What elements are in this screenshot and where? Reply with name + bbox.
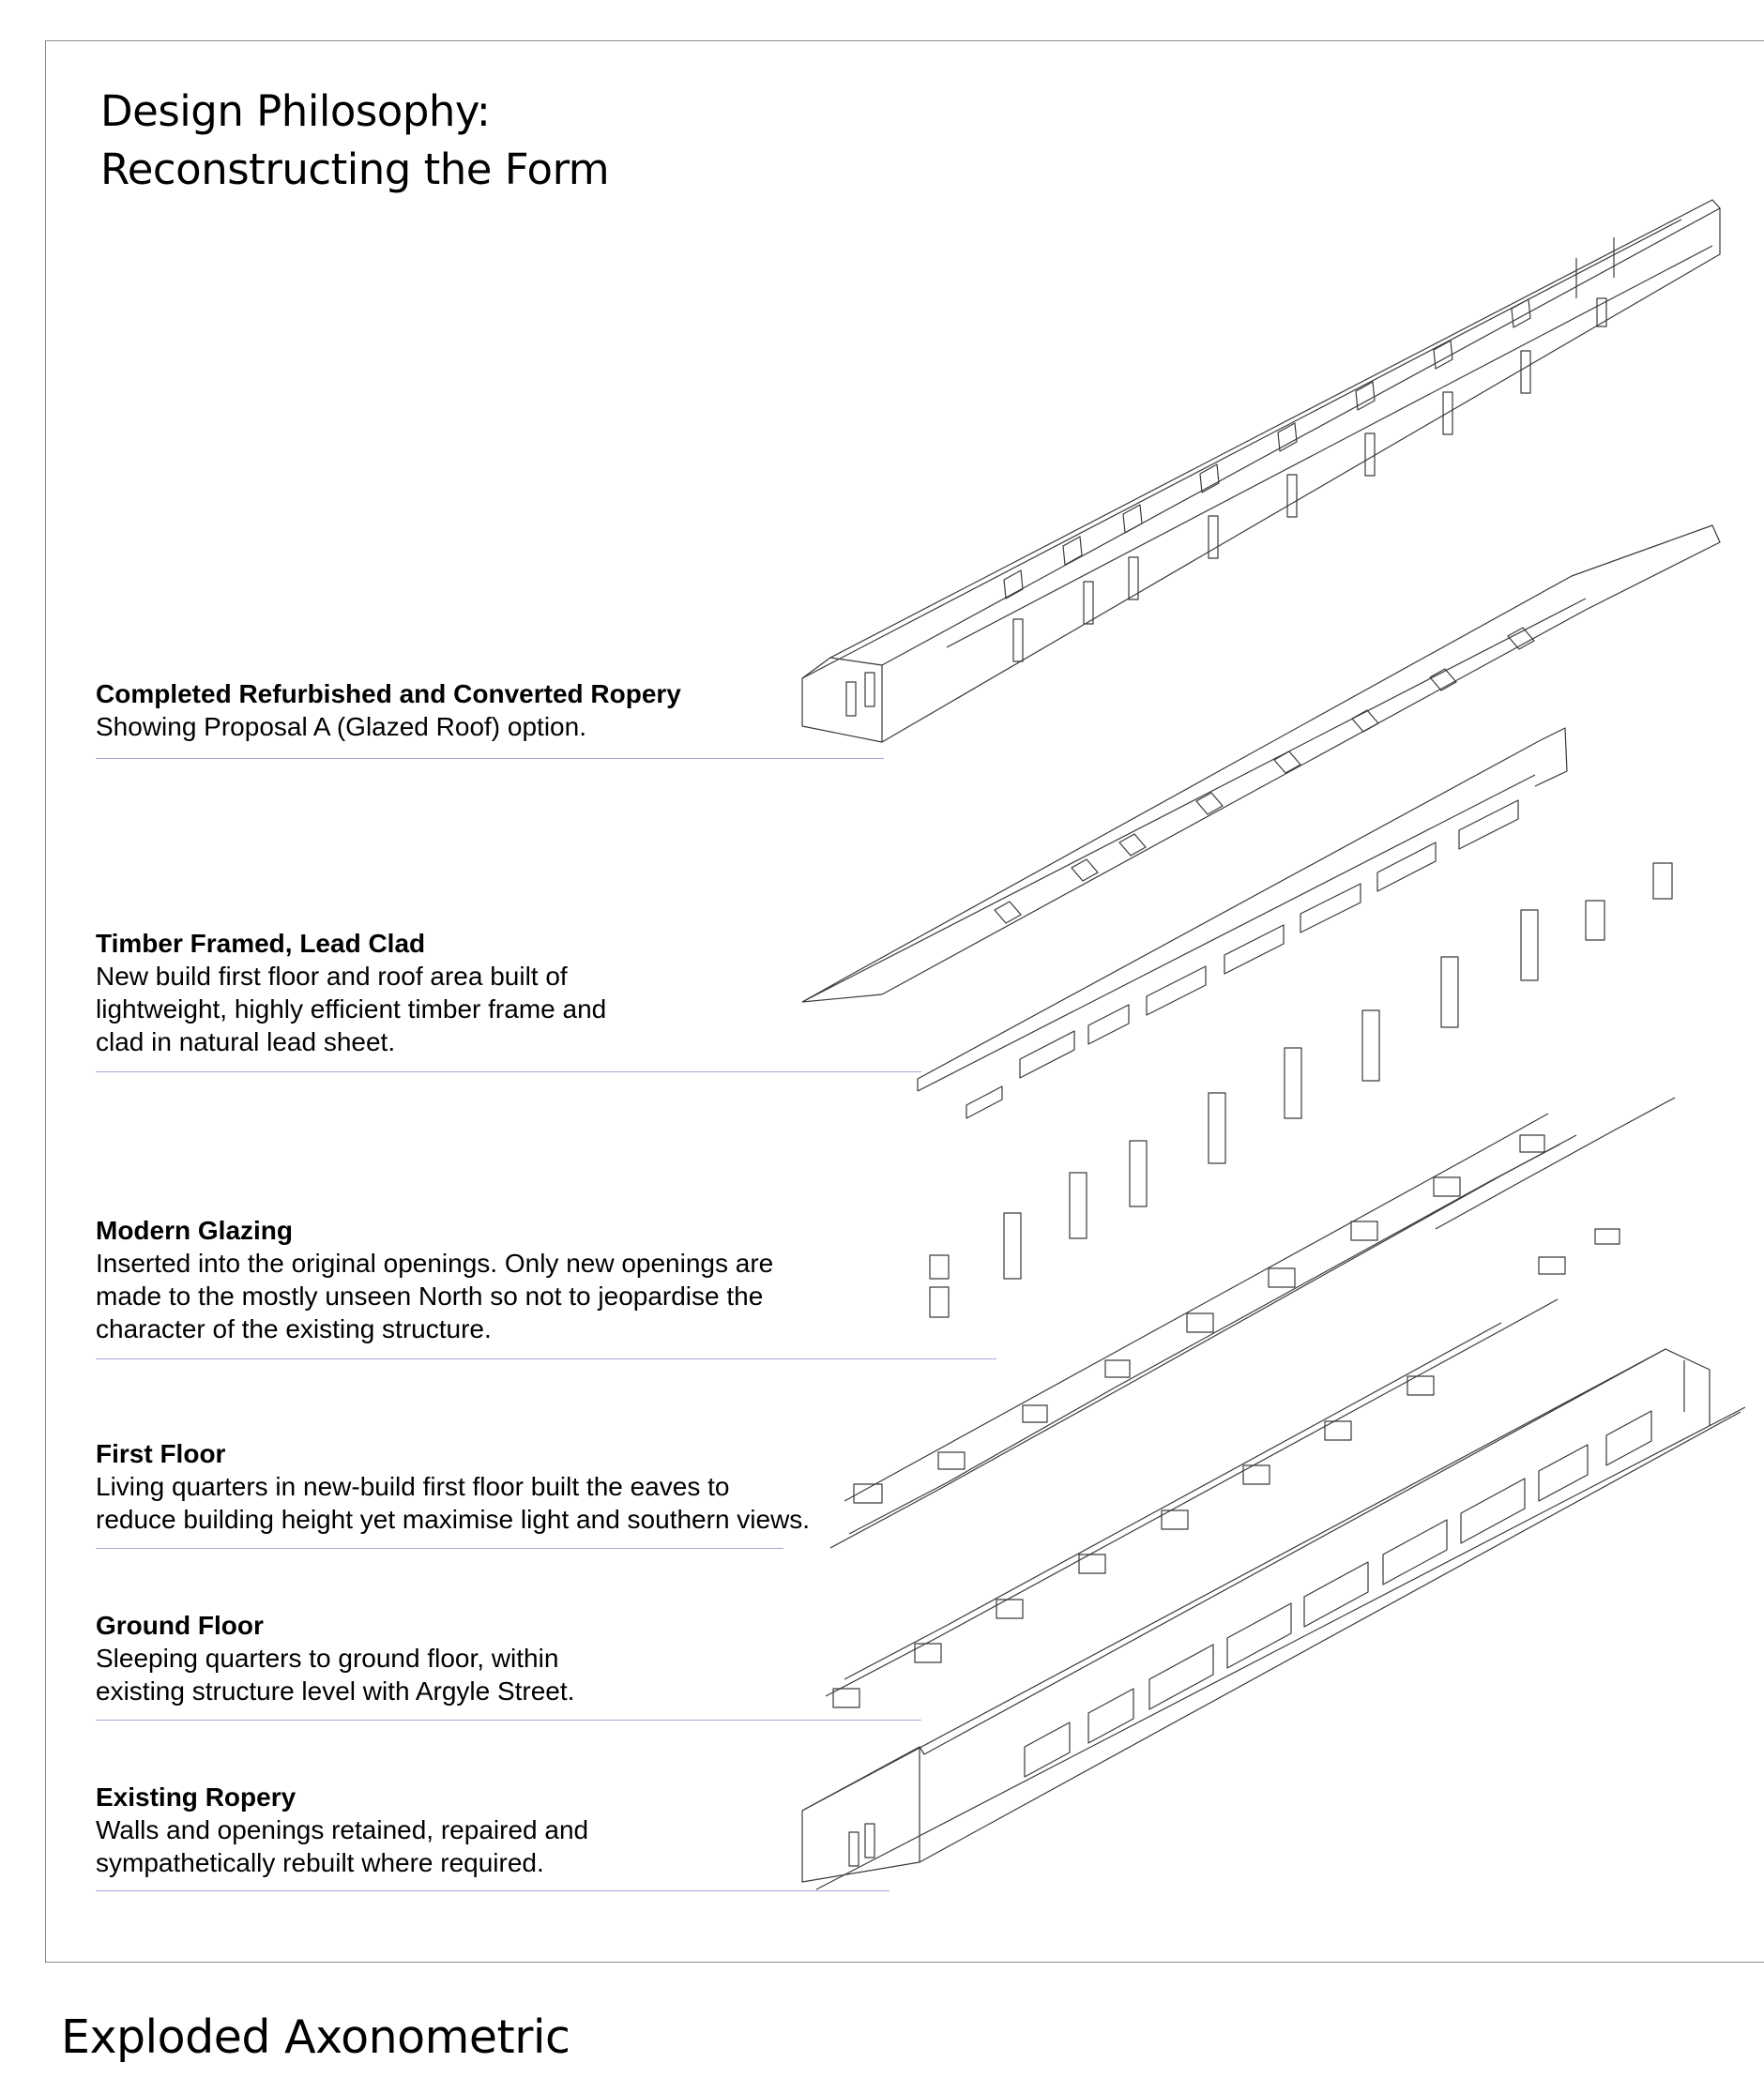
caption-text-line: made to the mostly unseen North so not to jeopardise the (96, 1282, 764, 1311)
caption-text-line: New build first floor and roof area built of (96, 962, 568, 991)
lead-clad-wall-model (918, 728, 1567, 1118)
roof-skylight (995, 628, 1534, 923)
existing-ropery-model (802, 1349, 1745, 1889)
caption-text-line: Showing Proposal A (Glazed Roof) option. (96, 712, 586, 741)
caption-text-line: existing structure level with Argyle Street. (96, 1676, 575, 1706)
page-title-line-1: Design Philosophy: (100, 86, 491, 136)
existing-window (849, 1824, 874, 1866)
caption-text-line: sympathetically rebuilt where required. (96, 1848, 544, 1877)
page-title-line-2: Reconstructing the Form (100, 144, 610, 194)
caption-title: Modern Glazing (96, 1216, 293, 1245)
caption-text-line: reduce building height yet maximise light and southern views. (96, 1505, 811, 1534)
timber-roof-model (802, 525, 1720, 1002)
caption-title: Ground Floor (96, 1611, 264, 1640)
caption-title: Timber Framed, Lead Clad (96, 929, 426, 958)
ground-floor-plan (826, 1299, 1558, 1707)
caption-text-line: character of the existing structure. (96, 1314, 492, 1343)
caption-text-line: clad in natural lead sheet. (96, 1027, 396, 1056)
caption-title: Completed Refurbished and Converted Ropery (96, 679, 681, 708)
caption-text-line: Walls and openings retained, repaired and (96, 1815, 589, 1844)
floor-room-block (833, 1376, 1434, 1707)
wall-panel (966, 800, 1518, 1118)
caption-text-line: lightweight, highly efficient timber frame and (96, 994, 607, 1024)
caption-title: Existing Ropery (96, 1782, 297, 1812)
caption-text-line: Living quarters in new-build first floor built the eaves to (96, 1472, 730, 1501)
caption-text-line: Inserted into the original openings. Only new openings are (96, 1249, 774, 1278)
caption-text-line: Sleeping quarters to ground floor, within (96, 1644, 559, 1673)
completed-ropery-model (802, 200, 1720, 742)
completed-dormer (1004, 299, 1530, 599)
footer-title: Exploded Axonometric (61, 2010, 570, 2064)
existing-opening (1025, 1411, 1651, 1777)
first-floor-plan (830, 1098, 1675, 1548)
caption-title: First Floor (96, 1439, 226, 1468)
